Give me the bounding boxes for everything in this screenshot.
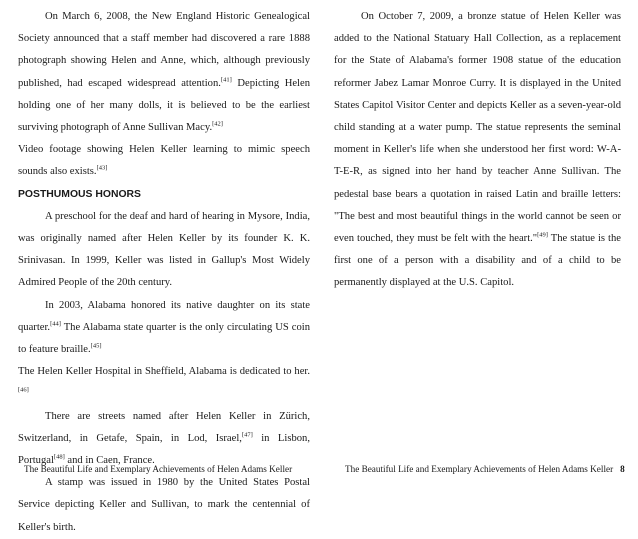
- paragraph-video: Video footage showing Helen Keller learning to mimic speech sounds also exists.[43]: [18, 144, 310, 178]
- left-column: [18, 6, 310, 539]
- paragraph-quarter: In 2003, Alabama honored its native daughter on its state quarter.[44] The Alabama state quarter is the only circulating US coin to feature braille.[45]: [18, 299, 310, 356]
- footer-title: The Beautiful Life and Exemplary Achievements of Helen Adams Keller: [345, 464, 614, 474]
- footnote-ref[interactable]: [48]: [53, 453, 65, 461]
- paragraph-statue: On October 7, 2009, a bronze statue of Helen Keller was added to the National Statuary Hall Collection, as a replacement for the State of Alabama's former 1908 statue of the education reformer Jabez Lamar Monroe Curry. It is displayed in the United States Capitol Visitor Center and depicts Keller as a seven-year-old child standing at a water pump. The statue represents the seminal moment in Keller's life when she understood her first word: W-A-T-E-R, as signed into her hand by teacher Anne Sullivan. The pedestal base bears a quotation in raised Latin and braille letters: "The best and most beautiful things in the world cannot be seen or even touched, they must be felt with the heart."[49] The statue is the first one of a person with a disability and of a child to be permanently displayed at the U.S. Capitol.: [334, 11, 621, 289]
- footnote-ref[interactable]: [43]: [96, 164, 108, 172]
- footnote-ref[interactable]: [49]: [537, 231, 548, 239]
- paragraph-hospital: The Helen Keller Hospital in Sheffield, Alabama is dedicated to her.[46]: [18, 366, 310, 394]
- section-heading: POSTHUMOUS HONORS: [18, 188, 141, 200]
- footnote-ref[interactable]: [42]: [212, 120, 223, 128]
- footnote-ref[interactable]: [44]: [50, 320, 61, 328]
- footnote-ref[interactable]: [47]: [241, 431, 253, 439]
- paragraph-stamp: A stamp was issued in 1980 by the United States Postal Service depicting Keller and Sullivan, to mark the centennial of Keller's birth.: [18, 477, 310, 533]
- footer-left: The Beautiful Life and Exemplary Achievements of Helen Adams Keller: [24, 464, 293, 474]
- footnote-ref[interactable]: [41]: [220, 76, 232, 84]
- paragraph-photograph: On March 6, 2008, the New England Historic Genealogical Society announced that a staff member had discovered a rare 1888 photograph showing Helen and Anne, which, although previously published, had escaped widespread attention.[41] Depicting Helen holding one of her many dolls, it is believed to be the earliest surviving photograph of Anne Sullivan Macy.[42]: [18, 11, 311, 134]
- page-number: 8: [620, 464, 625, 474]
- right-column: [334, 6, 621, 295]
- footer-right: [345, 464, 625, 474]
- paragraph-preschool: A preschool for the deaf and hard of hearing in Mysore, India, was originally named after Helen Keller by its founder K. K. Srinivasan. In 1999, Keller was listed in Gallup's Most Widely Admired People of the 20th century.: [18, 210, 310, 289]
- footnote-ref[interactable]: [46]: [18, 386, 29, 394]
- footnote-ref[interactable]: [45]: [90, 342, 102, 350]
- paragraph-streets: There are streets named after Helen Keller in Zürich, Switzerland, in Getafe, Spain, in Lod, Israel,[47] in Lisbon, Portugal[48] and in Caen, France.: [18, 410, 310, 467]
